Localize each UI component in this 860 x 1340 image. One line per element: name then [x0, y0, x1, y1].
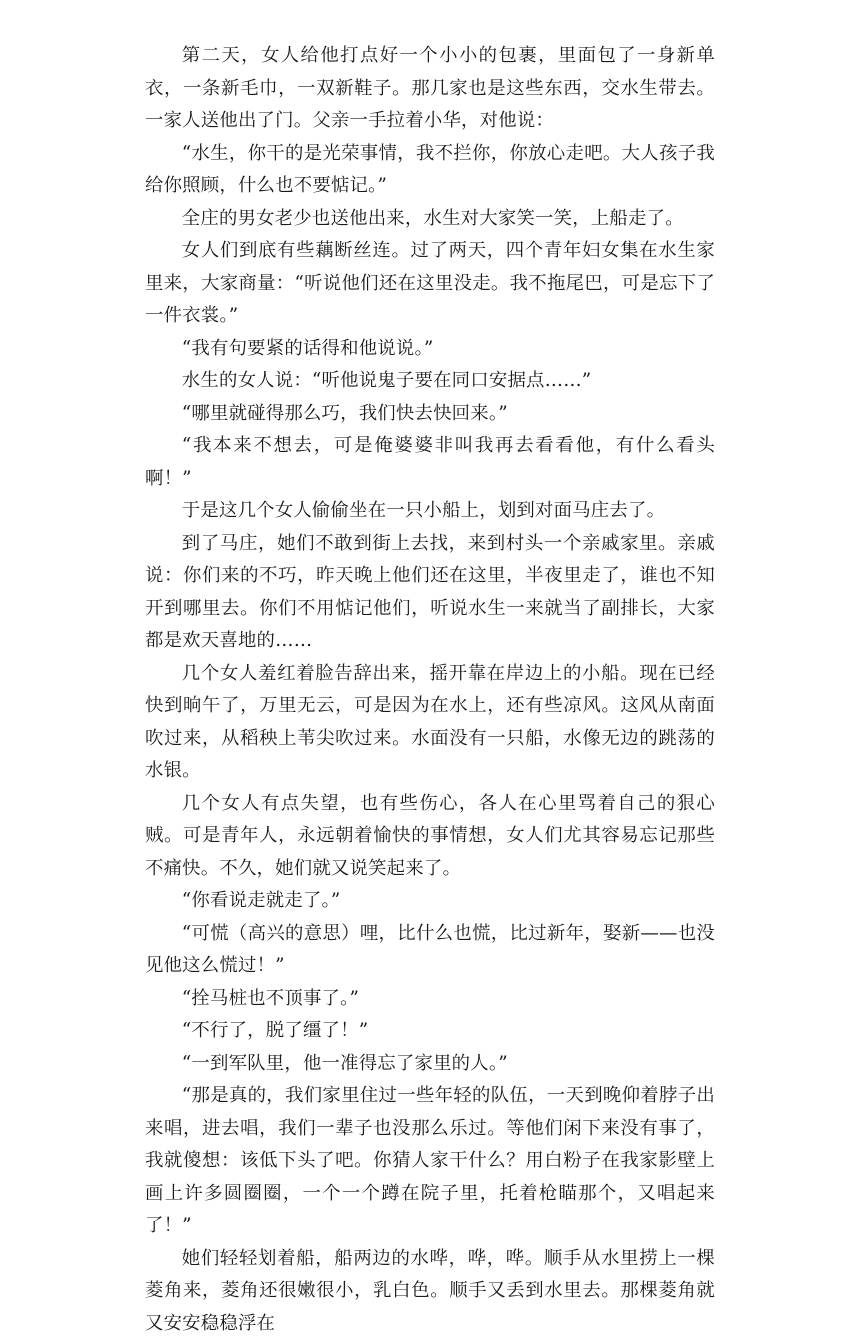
paragraph: 全庄的男女老少也送他出来，水生对大家笑一笑，上船走了。 [145, 203, 715, 236]
paragraph: 几个女人有点失望，也有些伤心，各人在心里骂着自己的狠心贼。可是青年人，永远朝着愉快的事情想，女人们尤其容易忘记那些不痛快。不久，她们就又说笑起来了。 [145, 788, 715, 886]
paragraph: 几个女人羞红着脸告辞出来，摇开靠在岸边上的小船。现在已经快到晌午了，万里无云，可是因为在水上，还有些凉风。这风从南面吹过来，从稻秧上苇尖吹过来。水面没有一只船，水像无边的跳荡的水银。 [145, 658, 715, 788]
paragraph: 到了马庄，她们不敢到街上去找，来到村头一个亲戚家里。亲戚说：你们来的不巧，昨天晚上他们还在这里，半夜里走了，谁也不知开到哪里去。你们不用惦记他们，听说水生一来就当了副排长，大家都是欢天喜地的…… [145, 528, 715, 658]
paragraph: “水生，你干的是光荣事情，我不拦你，你放心走吧。大人孩子我给你照顾，什么也不要惦记。” [145, 138, 715, 203]
paragraph: “不行了，脱了缰了！” [145, 1015, 715, 1048]
paragraph: 她们轻轻划着船，船两边的水哗，哗，哗。顺手从水里捞上一棵菱角来，菱角还很嫩很小，乳白色。顺手又丢到水里去。那棵菱角就又安安稳稳浮在 [145, 1243, 715, 1340]
paragraph: “那是真的，我们家里住过一些年轻的队伍，一天到晚仰着脖子出来唱，进去唱，我们一辈子也没那么乐过。等他们闲下来没有事了，我就傻想：该低下头了吧。你猜人家干什么？用白粉子在我家影壁上画上许多圆圈圈，一个一个蹲在院子里，托着枪瞄那个，又唱起来了！” [145, 1080, 715, 1243]
paragraph: “我本来不想去，可是俺婆婆非叫我再去看看他，有什么看头啊！” [145, 430, 715, 495]
paragraph: “我有句要紧的话得和他说说。” [145, 333, 715, 366]
paragraph: “拴马桩也不顶事了。” [145, 983, 715, 1016]
paragraph: 于是这几个女人偷偷坐在一只小船上，划到对面马庄去了。 [145, 495, 715, 528]
paragraph: 女人们到底有些藕断丝连。过了两天，四个青年妇女集在水生家里来，大家商量：“听说他们还在这里没走。我不拖尾巴，可是忘下了一件衣裳。” [145, 235, 715, 333]
paragraph: “一到军队里，他一准得忘了家里的人。” [145, 1048, 715, 1081]
paragraph: “可慌（高兴的意思）哩，比什么也慌，比过新年，娶新——也没见他这么慌过！” [145, 918, 715, 983]
paragraph: “你看说走就走了。” [145, 885, 715, 918]
paragraph: “哪里就碰得那么巧，我们快去快回来。” [145, 398, 715, 431]
paragraph: 水生的女人说：“听他说鬼子要在同口安据点……” [145, 365, 715, 398]
document-page [145, 40, 715, 1340]
paragraph: 第二天，女人给他打点好一个小小的包裹，里面包了一身新单衣，一条新毛巾，一双新鞋子。那几家也是这些东西，交水生带去。一家人送他出了门。父亲一手拉着小华，对他说： [145, 40, 715, 138]
